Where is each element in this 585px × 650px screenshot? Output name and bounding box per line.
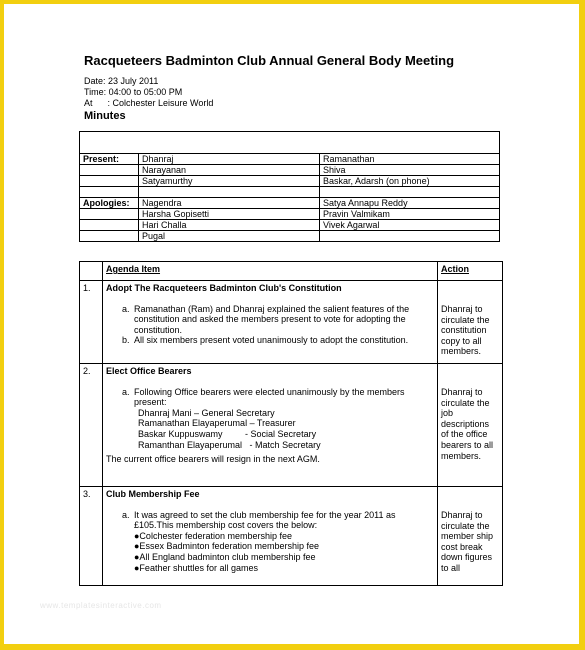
point-letter: b.	[122, 335, 130, 346]
agenda-item-header: Agenda Item	[103, 262, 438, 281]
meeting-date: Date: 23 July 2011	[84, 76, 159, 86]
attendee: Baskar, Adarsh (on phone)	[320, 176, 500, 187]
agenda-row	[80, 281, 503, 364]
point-letter: a.	[122, 386, 130, 397]
action-text: Dhanraj to circulate the job descriptions of the office bearers to all members.	[441, 387, 494, 461]
office-bearer: Baskar Kuppuswamy - Social Secretary	[138, 428, 317, 439]
item-title: Adopt The Racqueteers Badminton Club's Constitution	[106, 283, 342, 293]
watermark: www.templatesinteractive.com	[40, 601, 162, 610]
attendee: Dhanraj	[139, 154, 320, 165]
attendance-blank-row	[80, 132, 500, 154]
point-text: Following Office bearers were elected unanimously by the members present:	[134, 386, 405, 408]
agenda-table	[79, 261, 503, 586]
apology: Pravin Valmikam	[320, 209, 500, 220]
attendance-table	[79, 131, 500, 242]
point-text: It was agreed to set the club membership fee for the year 2011 as £105.This membership cost covers the below:	[134, 509, 396, 531]
item-title: Club Membership Fee	[106, 489, 200, 499]
present-label: Present:	[80, 154, 139, 165]
fee-bullet: ●Feather shuttles for all games	[134, 562, 258, 573]
item-note: The current office bearers will resign in the next AGM.	[106, 454, 320, 465]
point-text: Ramanathan (Ram) and Dhanraj explained the salient features of the constitution and asked the members present to vote for adopting the constitution.	[134, 303, 410, 335]
apology: Vivek Agarwal	[320, 220, 500, 231]
attendee: Satyamurthy	[139, 176, 320, 187]
item-title: Elect Office Bearers	[106, 366, 192, 376]
apology: Satya Annapu Reddy	[320, 198, 500, 209]
action-text: Dhanraj to circulate the member ship cost break down figures to all	[441, 510, 494, 573]
office-bearer: Dhanraj Mani – General Secretary	[138, 407, 275, 418]
office-bearer: Ramanthan Elayaperumal - Match Secretary	[138, 439, 321, 450]
point-letter: a.	[122, 303, 130, 314]
agenda-row	[80, 364, 503, 487]
item-number: 1.	[80, 281, 103, 364]
point-letter: a.	[122, 509, 130, 520]
meeting-meta	[84, 76, 213, 109]
attendee: Narayanan	[139, 165, 320, 176]
agenda-row	[80, 487, 503, 586]
apology	[320, 231, 500, 242]
office-bearer: Ramanathan Elayaperumal – Treasurer	[138, 418, 296, 429]
item-number: 3.	[80, 487, 103, 586]
minutes-heading: Minutes	[84, 110, 126, 122]
action-text: Dhanraj to circulate the constitution copy to all members.	[441, 304, 490, 357]
attendee: Ramanathan	[320, 154, 500, 165]
item-number: 2.	[80, 364, 103, 487]
apology: Hari Challa	[139, 220, 320, 231]
document-title: Racqueteers Badminton Club Annual General Body Meeting	[84, 53, 455, 68]
apology: Pugal	[139, 231, 320, 242]
fee-bullet: ●Colchester federation membership fee	[134, 530, 293, 541]
attendee: Shiva	[320, 165, 500, 176]
fee-bullet: ●All England badminton club membership fee	[134, 551, 316, 562]
meeting-time: Time: 04:00 to 05:00 PM	[84, 87, 183, 97]
document-page	[4, 4, 579, 644]
fee-bullet: ●Essex Badminton federation membership fee	[134, 541, 320, 552]
apology: Nagendra	[139, 198, 320, 209]
action-header: Action	[438, 262, 503, 281]
apologies-label: Apologies:	[80, 198, 139, 209]
point-text: All six members present voted unanimously to adopt the constitution.	[134, 335, 409, 346]
meeting-location: At : Colchester Leisure World	[84, 98, 214, 108]
apology: Harsha Gopisetti	[139, 209, 320, 220]
